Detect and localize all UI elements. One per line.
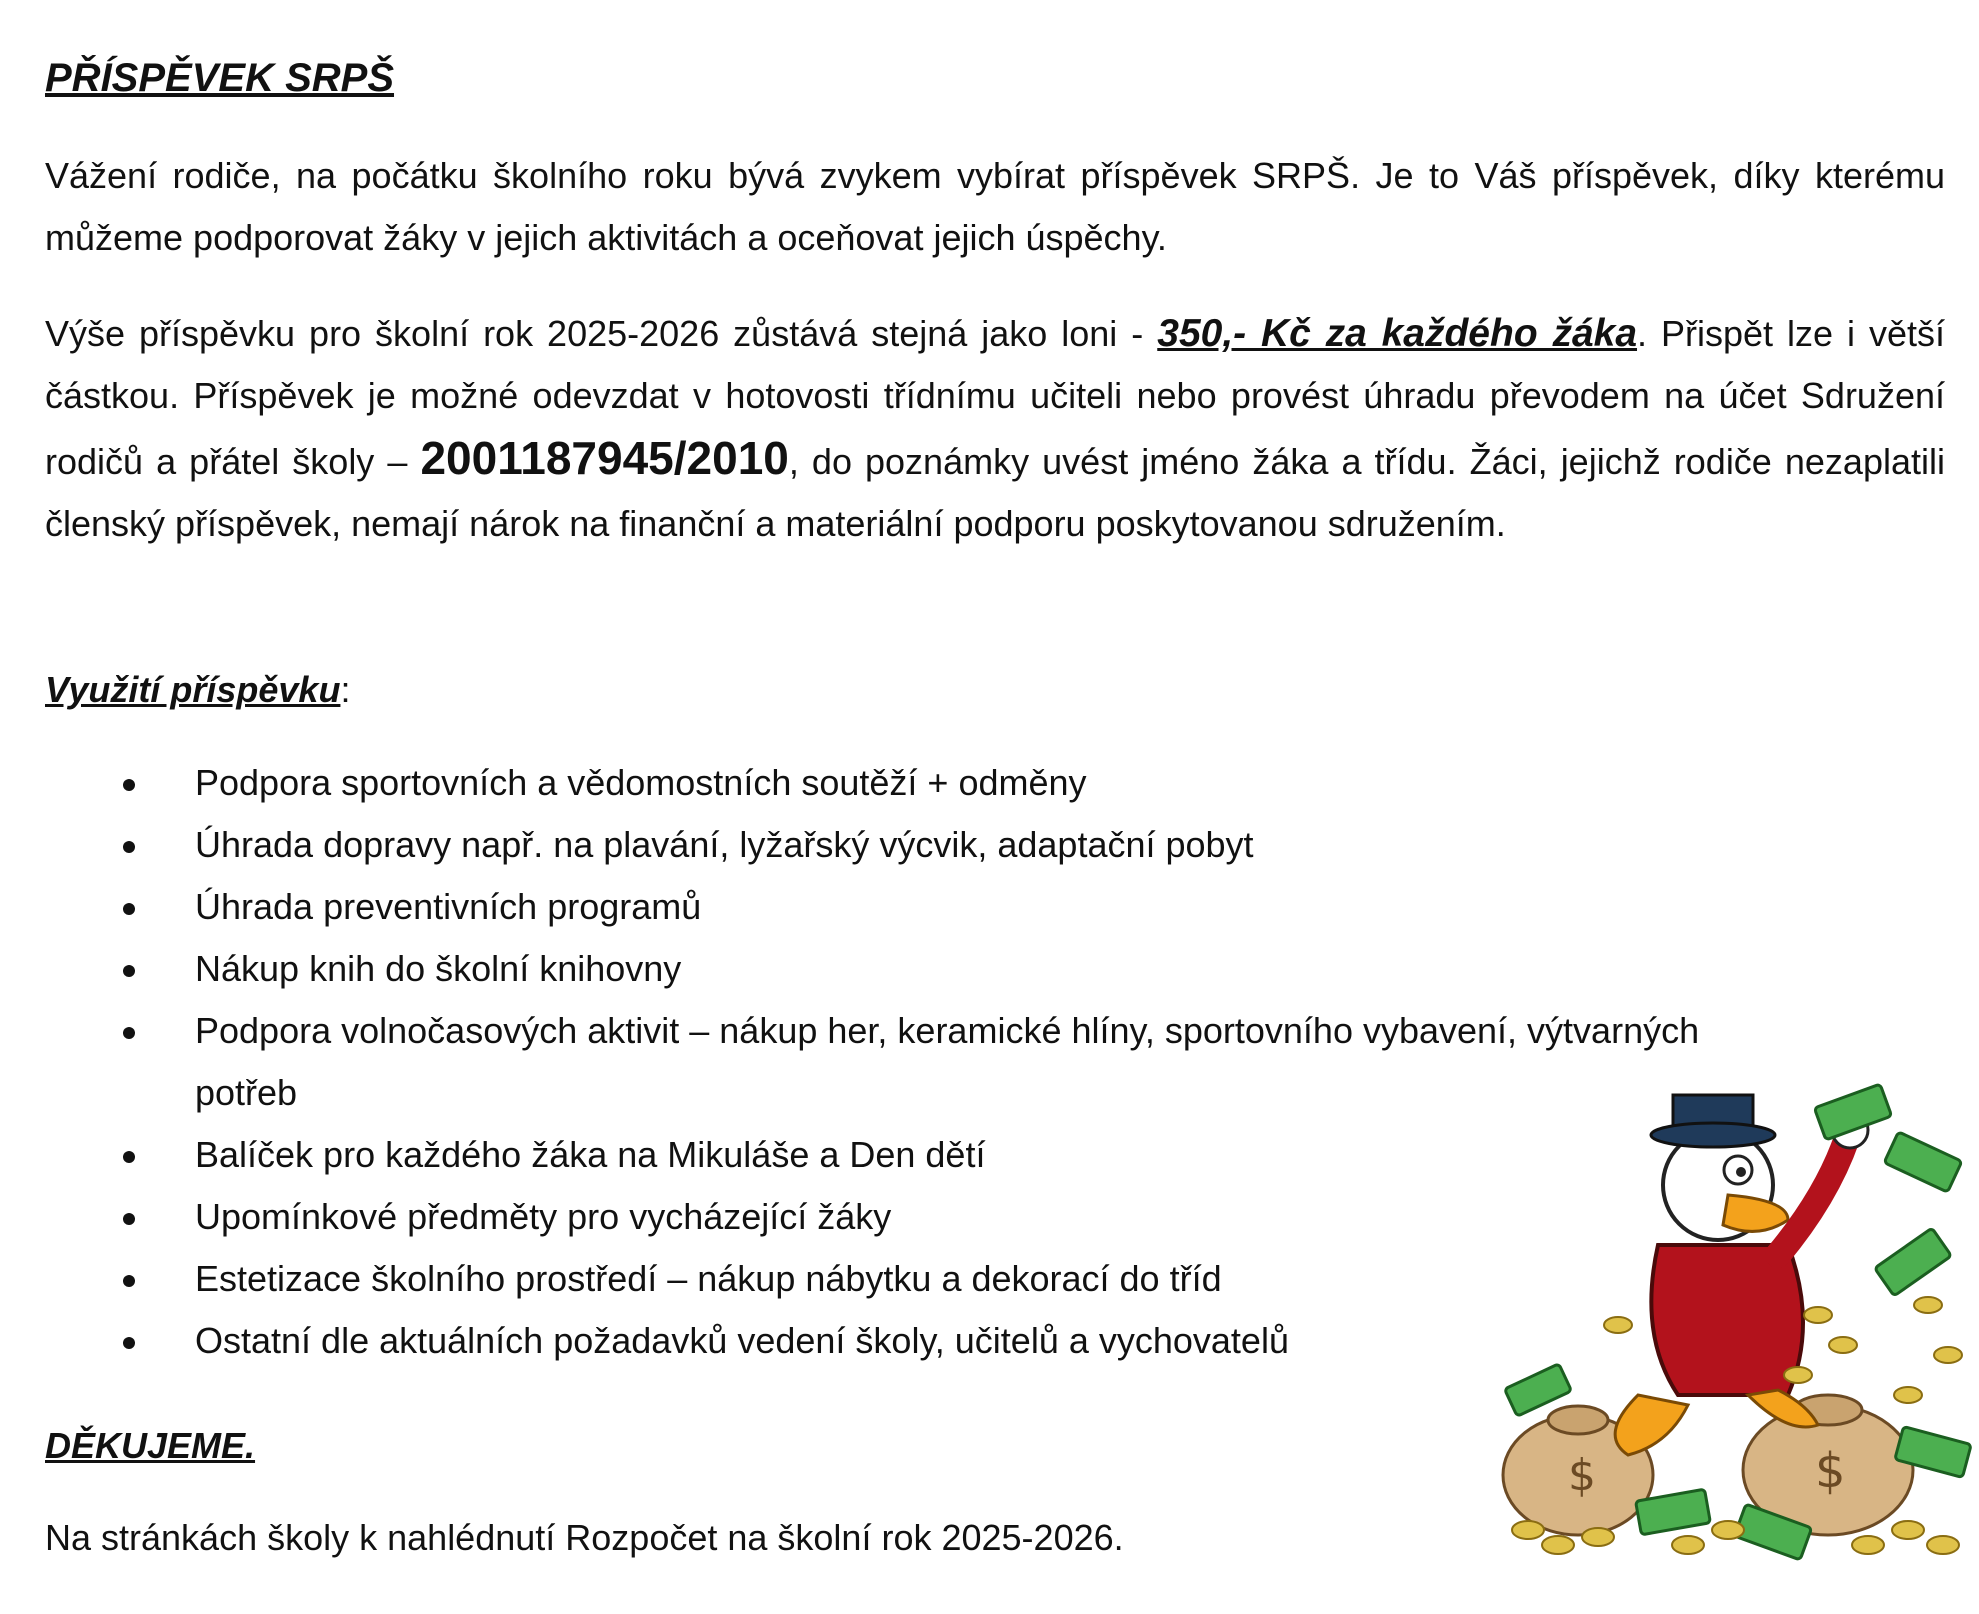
usage-heading-line: [45, 662, 350, 718]
usage-heading-colon: :: [340, 669, 351, 710]
bullet-icon: [123, 841, 135, 853]
list-item: [45, 752, 1805, 814]
list-item-text: Upomínkové předměty pro vycházející žáky: [195, 1196, 892, 1237]
bullet-icon: [123, 1275, 135, 1287]
bullet-icon: [123, 903, 135, 915]
bullet-icon: [123, 1337, 135, 1349]
list-item-text: Úhrada dopravy např. na plavání, lyžařský výcvik, adaptační pobyt: [195, 824, 1254, 865]
list-item: [45, 876, 1805, 938]
list-item-text: Podpora volnočasových aktivit – nákup her, keramické hlíny, sportovního vybavení, výtvarných potřeb: [195, 1010, 1700, 1113]
list-item-text: Balíček pro každého žáka na Mikuláše a Den dětí: [195, 1134, 986, 1175]
amount-text-before: Výše příspěvku pro školní rok 2025-2026 zůstává stejná jako loni -: [45, 313, 1158, 354]
thanks-heading: DĚKUJEME.: [45, 1425, 256, 1466]
bank-account-number: 2001187945/2010: [420, 432, 789, 484]
list-item: [45, 938, 1805, 1000]
amount-text-after: . Přispět lze i větší částkou. Příspěvek je možné odevzdat v hotovosti třídnímu učiteli nebo provést úhradu převodem na účet Sdružení rodičů a přátel školy –: [45, 313, 1945, 482]
list-item-text: Ostatní dle aktuálních požadavků vedení školy, učitelů a vychovatelů: [195, 1320, 1289, 1361]
list-item: [45, 814, 1805, 876]
list-item-text: Úhrada preventivních programů: [195, 886, 702, 927]
account-text-after: , do poznámky uvést jméno žáka a třídu. Žáci, jejichž rodiče nezaplatili členský příspěvek, nemají nárok na finanční a materiální podporu poskytovanou sdružením.: [45, 441, 1945, 544]
cartoon-duck-with-money-icon: [1488, 1075, 1978, 1575]
svg-text:$: $: [1815, 1443, 1846, 1499]
bullet-icon: [123, 965, 135, 977]
svg-text:$: $: [1568, 1450, 1596, 1501]
amount-paragraph: [45, 303, 1945, 555]
intro-paragraph: Vážení rodiče, na počátku školního roku bývá zvykem vybírat příspěvek SRPŠ. Je to Váš příspěvek, díky kterému můžeme podporovat žáky v jejich aktivitách a oceňovat jejich úspěchy.: [45, 155, 1945, 258]
bullet-icon: [123, 1027, 135, 1039]
list-item-text: Estetizace školního prostředí – nákup nábytku a dekorací do tříd: [195, 1258, 1222, 1299]
bullet-icon: [123, 779, 135, 791]
document-title: PŘÍSPĚVEK SRPŠ: [45, 56, 395, 100]
bullet-icon: [123, 1151, 135, 1163]
usage-heading: Využití příspěvku: [45, 669, 341, 710]
contribution-amount: 350,- Kč za každého žáka: [1157, 312, 1638, 355]
list-item-text: Nákup knih do školní knihovny: [195, 948, 682, 989]
budget-note: Na stránkách školy k nahlédnutí Rozpočet na školní rok 2025-2026.: [45, 1517, 1124, 1558]
list-item-text: Podpora sportovních a vědomostních soutěží + odměny: [195, 762, 1087, 803]
bullet-icon: [123, 1213, 135, 1225]
